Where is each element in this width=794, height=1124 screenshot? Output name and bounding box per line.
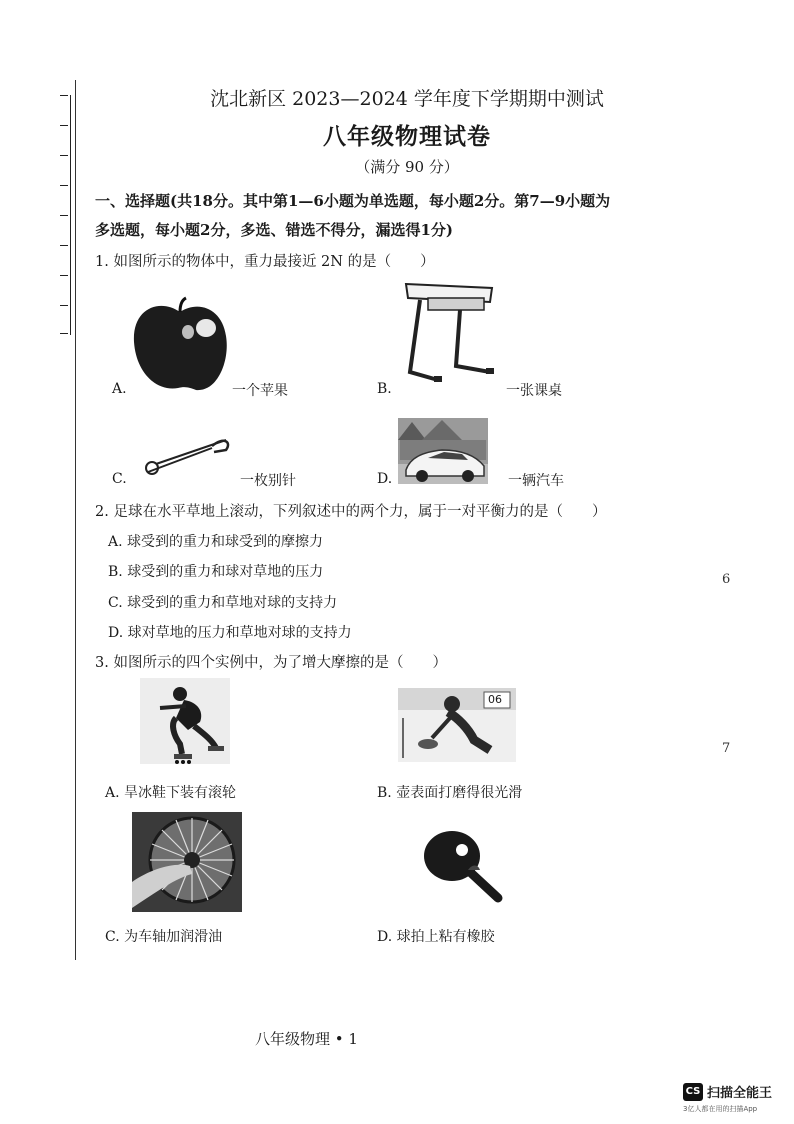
exam-title: 八年级物理试卷 [323, 123, 491, 150]
q3-option-b: B. 壶表面打磨得很光滑 [377, 785, 523, 801]
q2-option-c: C. 球受到的重力和草地对球的支持力 [108, 595, 338, 611]
q1-option-c-text: 一枚别针 [240, 473, 296, 489]
question-3-stem: 3. 如图所示的四个实例中，为了增大摩擦的是（ ） [95, 655, 447, 671]
full-score: （满分 90 分） [355, 158, 459, 176]
curling-sign-number: 06 [488, 693, 502, 706]
q1-option-c-letter: C. [112, 471, 127, 487]
q2-option-a: A. 球受到的重力和球受到的摩擦力 [108, 534, 324, 550]
ping-pong-paddle-image [420, 826, 502, 908]
q1-option-b-letter: B. [377, 381, 392, 397]
q2-option-b: B. 球受到的重力和球对草地的压力 [108, 564, 324, 580]
camscanner-name: 扫描全能王 [707, 1086, 773, 1101]
q3-option-d: D. 球拍上粘有橡胶 [377, 929, 495, 945]
margin-mark-7: 7 [722, 741, 731, 756]
apple-image [130, 298, 230, 394]
section-instructions-line2: 多选题，每小题2分，多选、错选不得分，漏选得1分) [95, 221, 453, 239]
exam-header: 沈北新区 2023—2024 学年度下学期期中测试 [210, 88, 604, 110]
q1-option-a-text: 一个苹果 [232, 383, 288, 399]
margin-mark-6: 6 [722, 572, 731, 587]
q3-option-a: A. 旱冰鞋下装有滚轮 [105, 785, 237, 801]
question-1-stem: 1. 如图所示的物体中，重力最接近 2N 的是（ ） [95, 254, 435, 270]
q3-option-c: C. 为车轴加润滑油 [105, 929, 223, 945]
desk-image [398, 282, 498, 386]
camscanner-tagline: 3亿人都在用的扫描App [683, 1105, 758, 1113]
q1-option-a-letter: A. [112, 381, 127, 397]
bicycle-axle-photo [132, 812, 242, 912]
page-footer: 八年级物理 • 1 [255, 1030, 358, 1048]
section-instructions-line1: 一、选择题(共18分。其中第1—6小题为单选题，每小题2分。第7—9小题为 [95, 192, 611, 210]
camscanner-logo-icon: CS [683, 1083, 703, 1101]
inline-skater-photo [140, 678, 230, 764]
safety-pin-image [140, 434, 232, 476]
car-photo [398, 418, 488, 484]
margin-line [75, 80, 76, 960]
q1-option-d-text: 一辆汽车 [508, 473, 564, 489]
q2-option-d: D. 球对草地的压力和草地对球的支持力 [108, 625, 352, 641]
question-2-stem: 2. 足球在水平草地上滚动，下列叙述中的两个力，属于一对平衡力的是（ ） [95, 504, 607, 520]
q1-option-b-text: 一张课桌 [506, 383, 562, 399]
q1-option-d-letter: D. [377, 471, 393, 487]
